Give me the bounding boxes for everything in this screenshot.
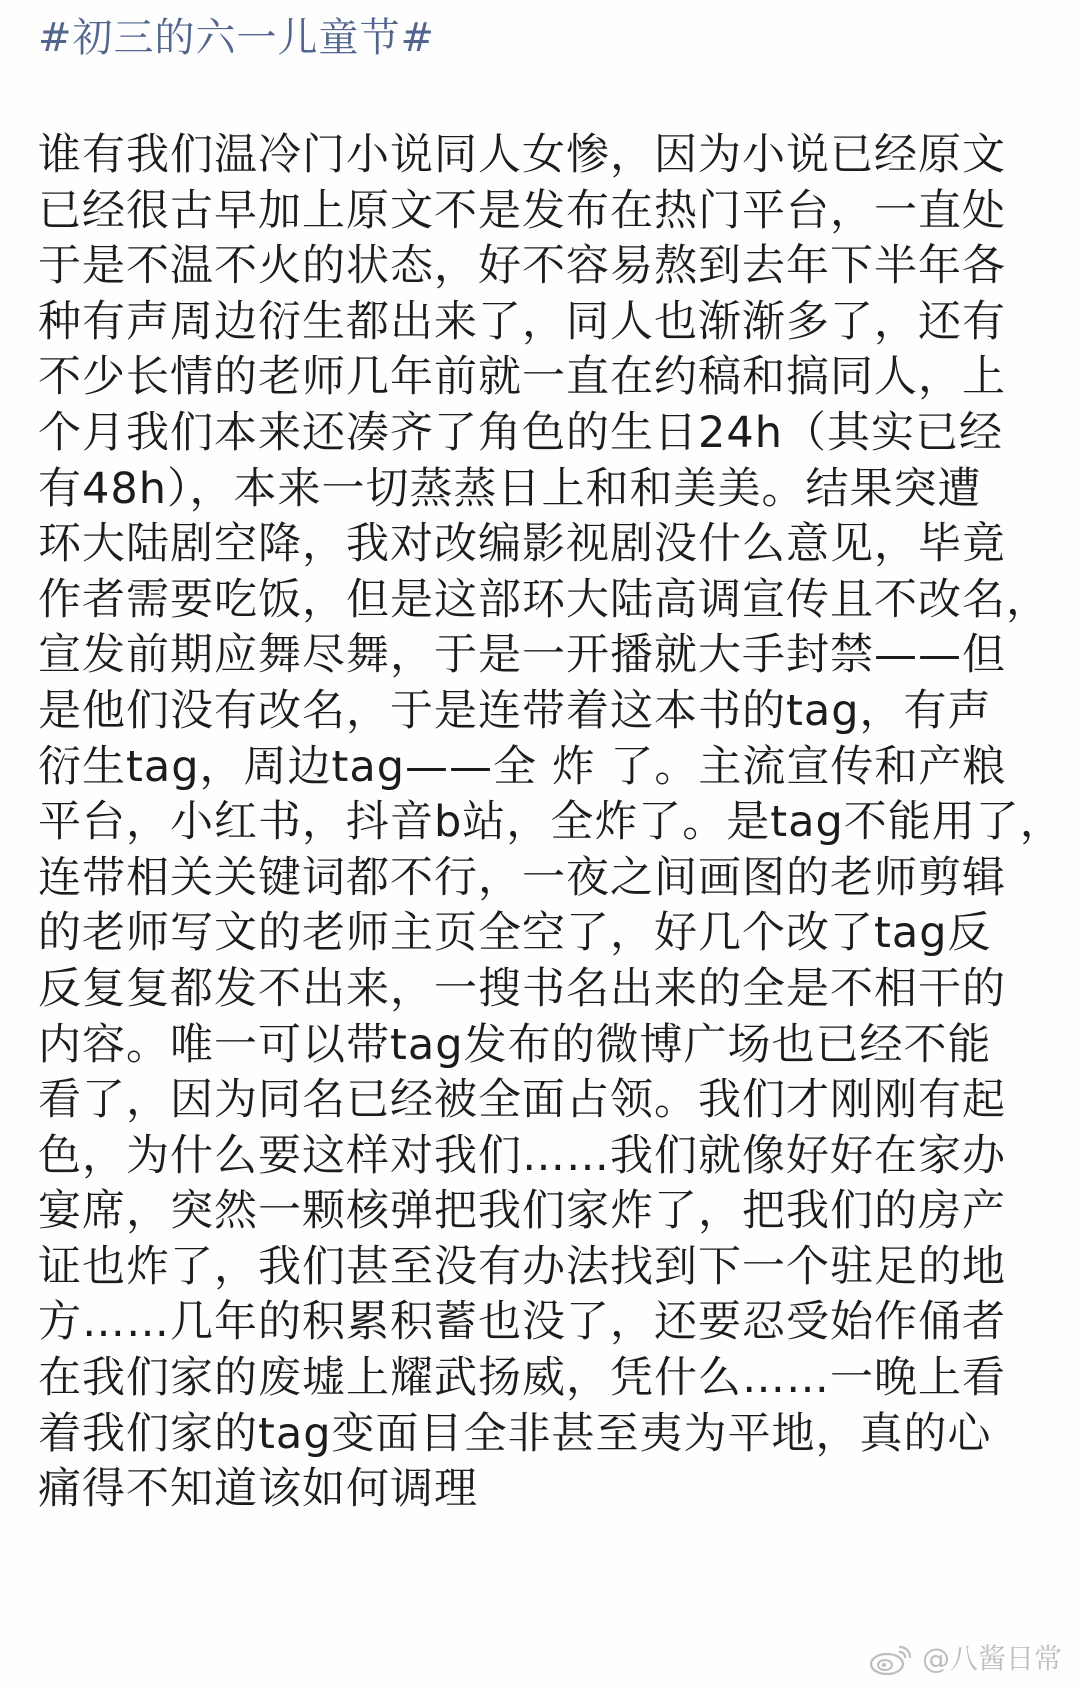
post-line: 种有声周边衍生都出来了，同人也渐渐多了，还有	[38, 296, 1006, 347]
post-line: 平台，小红书，抖音b站，全炸了。是tag不能用了，	[38, 797, 1064, 848]
post-line: 内容。唯一可以带tag发布的微博广场也已经不能	[38, 1019, 992, 1070]
post-line: 的老师写文的老师主页全空了，好几个改了tag反	[38, 908, 992, 959]
post-line: 色，为什么要这样对我们……我们就像好好在家办	[38, 1130, 1006, 1181]
weibo-logo-icon	[868, 1641, 914, 1677]
post-line: 看了，因为同名已经被全面占领。我们才刚刚有起	[38, 1075, 1006, 1126]
post-line: 不少长情的老师几年前就一直在约稿和搞同人，上	[38, 352, 1006, 403]
post-line: 衍生tag，周边tag——全 炸 了。主流宣传和产粮	[38, 741, 1007, 792]
post-line: 证也炸了，我们甚至没有办法找到下一个驻足的地	[38, 1241, 1006, 1292]
watermark-username: @八酱日常	[921, 1642, 1062, 1675]
post-line: 是他们没有改名，于是连带着这本书的tag，有声	[38, 685, 992, 736]
post-line: 在我们家的废墟上耀武扬威，凭什么……一晚上看	[38, 1353, 1006, 1404]
post-line: 环大陆剧空降，我对改编影视剧没什么意见，毕竟	[38, 519, 1006, 570]
post-line: 痛得不知道该如何调理	[38, 1464, 478, 1515]
post-line: 连带相关关键词都不行，一夜之间画图的老师剪辑	[38, 852, 1006, 903]
post-line: 有48h），本来一切蒸蒸日上和和美美。结果突遭	[38, 463, 982, 514]
post-line: 已经很古早加上原文不是发布在热门平台，一直处	[38, 185, 1006, 236]
post-line: 谁有我们温冷门小说同人女惨，因为小说已经原文	[38, 130, 1006, 180]
post-line: 个月我们本来还凑齐了角色的生日24h（其实已经	[38, 407, 1003, 458]
post-body	[38, 128, 1064, 1518]
hashtag-topic-link[interactable]: #初三的六一儿童节#	[38, 15, 436, 61]
post-line: 宴席，突然一颗核弹把我们家炸了，把我们的房产	[38, 1186, 1006, 1237]
post-line: 反复复都发不出来，一搜书名出来的全是不相干的	[38, 963, 1006, 1014]
post-line: 方……几年的积累积蓄也没了，还要忍受始作俑者	[38, 1297, 1006, 1348]
post-line: 于是不温不火的状态，好不容易熬到去年下半年各	[38, 241, 1006, 292]
watermark	[868, 1641, 1062, 1677]
post-line: 作者需要吃饭，但是这部环大陆高调宣传且不改名，	[38, 574, 1050, 625]
post-line: 着我们家的tag变面目全非甚至夷为平地，真的心	[38, 1408, 992, 1459]
post-line: 宣发前期应舞尽舞，于是一开播就大手封禁——但	[38, 630, 1006, 681]
